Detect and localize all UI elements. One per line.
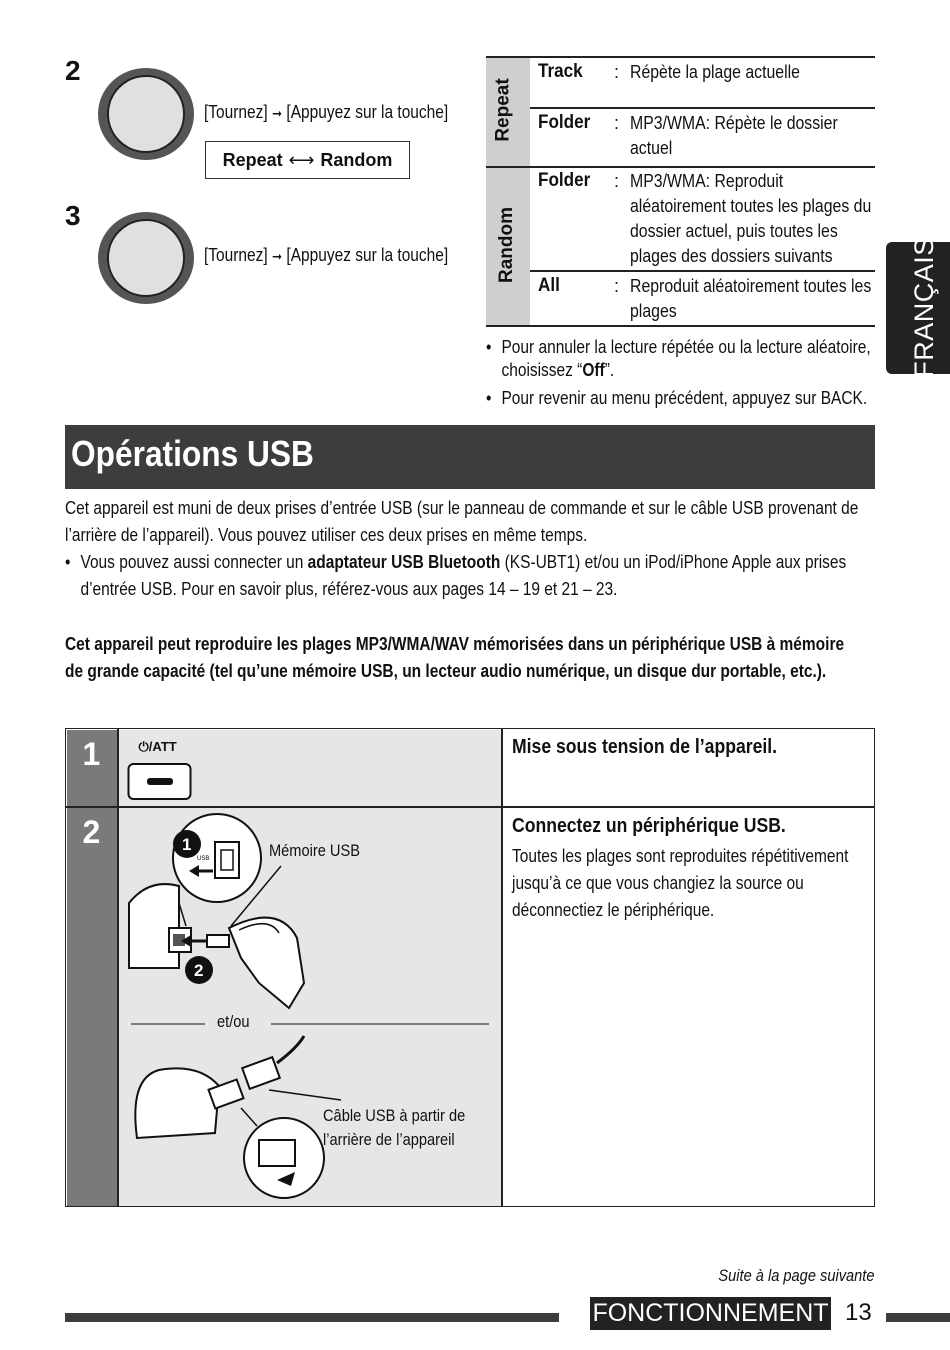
- usb-memory-label: Mémoire USB: [268, 840, 360, 860]
- section-title-banner: [65, 425, 875, 489]
- step-1-title: Mise sous tension de l’appareil.: [512, 736, 778, 758]
- repeat-label: Repeat: [222, 149, 283, 170]
- note-cancel: • Pour annuler la lecture répétée ou la lecture aléatoire, choisissez “Off”.: [486, 337, 871, 380]
- page-number: 13: [845, 1299, 872, 1326]
- repeat-random-box: [205, 141, 410, 179]
- power-button-icon: [127, 762, 203, 802]
- step-number-2: 2: [67, 808, 118, 1206]
- step-number-3: 3: [65, 200, 81, 231]
- svg-text:2: 2: [193, 960, 203, 980]
- arrow-right-icon: ➞: [271, 105, 283, 121]
- mode-description: MP3/WMA: Reproduit aléatoirement toutes les plages du dossier actuel, puis toutes les plages des dossiers suivants: [630, 171, 872, 266]
- or-separator-label: et/ou: [216, 1011, 250, 1031]
- intro-paragraph: Cet appareil est muni de deux prises d’entrée USB (sur le panneau de commande et sur le câble USB provenant de l’arrière de l’appareil). Vous pouvez utiliser ces deux prises en même temps.: [65, 498, 859, 545]
- mode-description: MP3/WMA: Répète le dossier actuel: [630, 113, 838, 158]
- colon: :: [614, 276, 620, 296]
- arrow-right-icon: ➞: [271, 248, 283, 264]
- table-divider: [501, 728, 503, 1207]
- usb-connection-illustration: [119, 808, 502, 1206]
- continued-note: Suite à la page suivante: [717, 1266, 874, 1285]
- svg-text:USB: USB: [196, 855, 209, 862]
- step-2-title: Connectez un périphérique USB.: [512, 815, 786, 837]
- table-divider: [530, 270, 875, 272]
- table-divider: [486, 325, 875, 327]
- section-title: Opérations USB: [71, 433, 314, 474]
- footer-section-label: FONCTIONNEMENT: [590, 1297, 831, 1330]
- control-dial-icon: [98, 212, 194, 304]
- step-number-2: 2: [65, 55, 81, 86]
- intro-bullet: • Vous pouvez aussi connecter un adaptateur USB Bluetooth (KS-UBT1) et/ou un iPod/iPhone Apple aux prises d’entrée USB. Pour en savoir plus, référez-vous aux pages 14 – 19 et 21 – 23.: [65, 552, 847, 599]
- table-divider: [486, 56, 875, 58]
- random-label: Random: [320, 149, 393, 170]
- dial-instruction: [204, 245, 448, 266]
- usb-cable-label: Câble USB à partir de l’arrière de l’appareil: [322, 1105, 465, 1149]
- mode-description: Reproduit aléatoirement toutes les plages: [630, 276, 872, 321]
- colon: :: [614, 113, 620, 133]
- control-dial-icon: [98, 68, 194, 160]
- mode-key: All: [538, 275, 560, 296]
- press-hint: [Appuyez sur la touche]: [286, 245, 449, 265]
- table-divider: [530, 107, 875, 109]
- mode-key: Folder: [538, 170, 591, 191]
- step-number-1: 1: [67, 730, 118, 807]
- group-label-repeat: Repeat: [486, 57, 530, 166]
- dial-instruction: [204, 102, 448, 123]
- power-button-illustration: [119, 730, 502, 807]
- press-hint: [Appuyez sur la touche]: [286, 102, 449, 122]
- step-2-text: Toutes les plages sont reproduites répétitivement jusqu’à ce que vous changiez la source ou déconnectiez le périphérique.: [512, 846, 849, 920]
- footer-rule: [886, 1313, 950, 1322]
- power-att-label: ⏻/ATT: [138, 738, 177, 754]
- table-divider: [486, 166, 875, 168]
- mode-key: Track: [538, 61, 583, 82]
- capability-paragraph: Cet appareil peut reproduire les plages MP3/WMA/WAV mémorisées dans un périphérique USB à mémoire de grande capacité (tel qu’une mémoire USB, un lecteur audio numérique, un disque dur portable, etc.).: [65, 634, 845, 681]
- double-arrow-icon: ⟷: [288, 149, 315, 170]
- turn-hint: [Tournez]: [204, 102, 268, 122]
- colon: :: [614, 62, 620, 82]
- note-back: • Pour revenir au menu précédent, appuyez sur BACK.: [486, 388, 868, 408]
- mode-key: Folder: [538, 112, 591, 133]
- footer-rule: [65, 1313, 559, 1322]
- language-tab: FRANÇAIS: [886, 242, 950, 374]
- svg-text:1: 1: [181, 834, 191, 854]
- group-label-random: Random: [486, 168, 530, 326]
- mode-description: Répète la plage actuelle: [630, 62, 800, 82]
- colon: :: [614, 171, 620, 191]
- turn-hint: [Tournez]: [204, 245, 268, 265]
